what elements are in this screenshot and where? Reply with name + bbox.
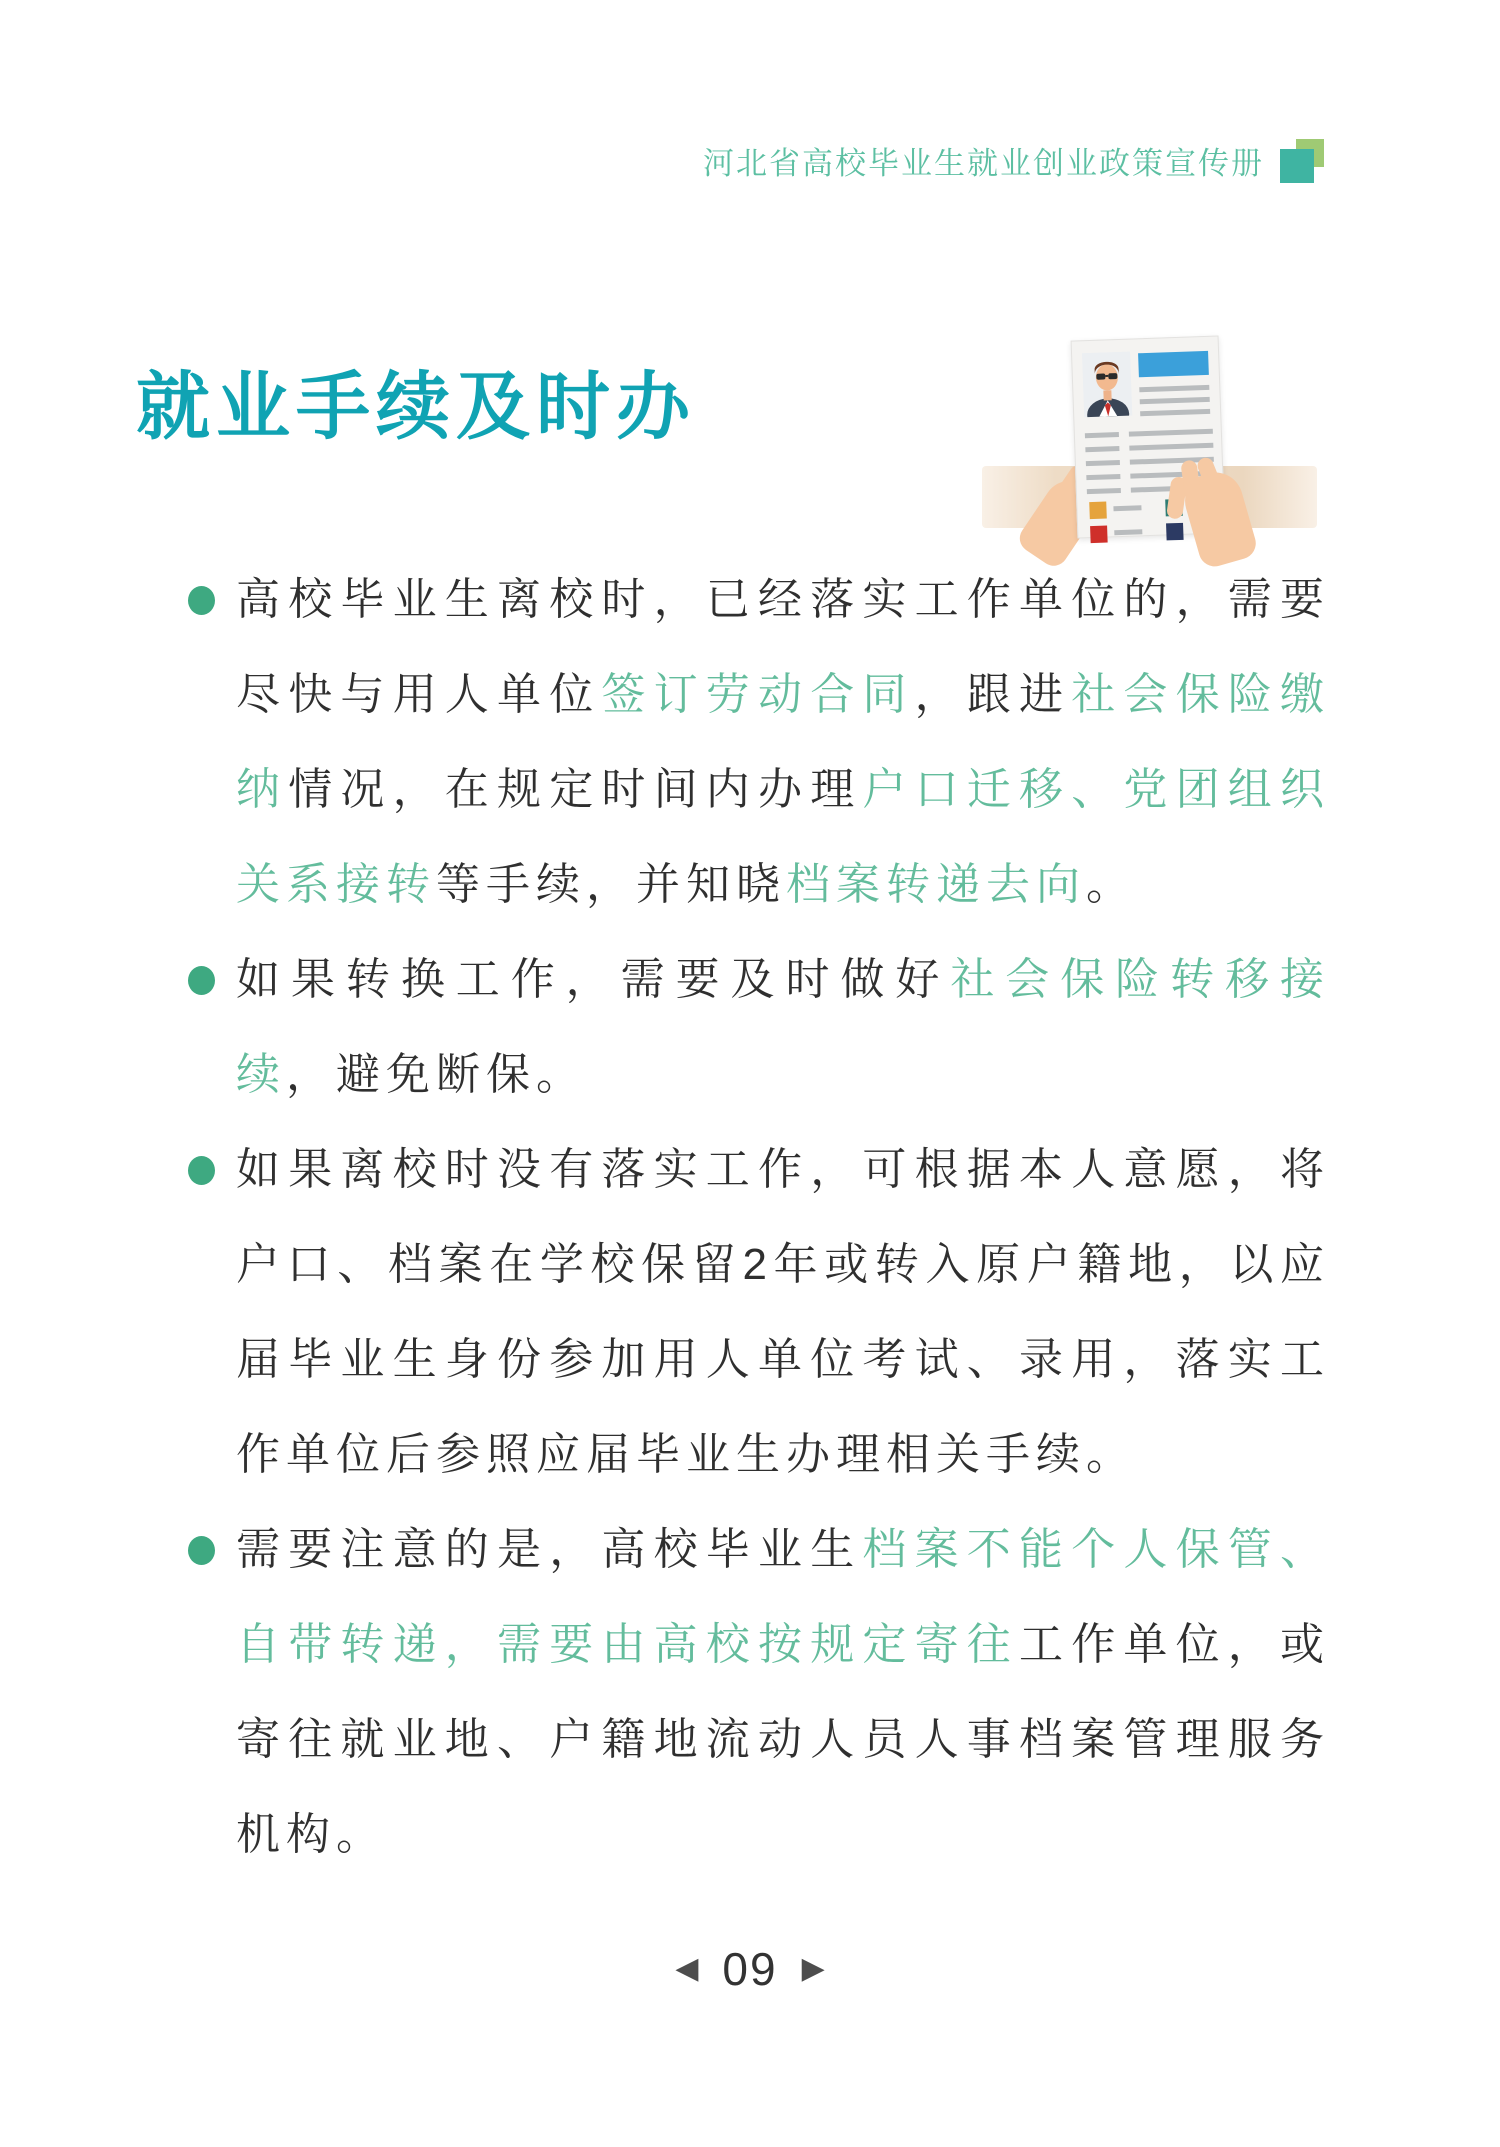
bullet-dot-icon [188,1536,215,1565]
text-segment-normal: 需要注意的是，高校毕业生 [236,1525,863,1574]
text-segment-normal: 高校毕业生离校时，已经落实工作单位的，需要尽快与用人单位 [236,575,1330,719]
bullet-dot-icon [188,966,215,995]
text-segment-normal: ，跟进 [914,670,1072,719]
logo-square-front [1280,149,1314,183]
resume-text-line [1129,429,1213,437]
resume-text-line [1085,432,1119,438]
bullet-text [236,1525,1330,1859]
policy-bullet-item [192,1502,1330,1882]
text-segment-normal: ，避免断保。 [286,1050,586,1099]
bullet-text [236,1145,1330,1479]
resume-text-line [1113,505,1141,511]
resume-navy-square [1166,523,1184,541]
text-segment-normal: 。 [1086,860,1136,909]
page-footer [0,1942,1500,1996]
resume-text-line [1086,460,1120,466]
policy-bullet-item [192,552,1330,932]
bullet-dot-icon [188,1156,215,1185]
resume-text-line [1139,385,1209,392]
resume-text-line [1140,409,1210,416]
resume-text-line [1140,397,1210,404]
text-segment-normal: 等手续，并知晓 [436,860,786,909]
resume-text-line [1129,443,1213,451]
policy-bullet-item [192,1122,1330,1502]
page-title: 就业手续及时办 [136,364,696,448]
text-segment-green: 档案转递去向 [786,860,1086,909]
text-segment-normal: 情况，在规定时间内办理 [288,765,863,814]
text-segment-green: 户口迁移、党团组织关系接转 [236,765,1331,909]
resume-text-line [1114,529,1142,535]
resume-red-square [1090,525,1108,543]
text-segment-normal: 工作单位，或寄往就业地、户籍地流动人员人事档案管理服务机构。 [236,1620,1330,1859]
bullet-dot-icon [188,586,215,615]
booklet-logo-icon [1280,139,1324,183]
bullet-text [236,575,1330,909]
text-segment-normal: 如果离校时没有落实工作，可根据本人意愿，将户口、档案在学校保留2年或转入原户籍地，以应届毕业生身份参加用人单位考试、录用，落实工作单位后参照应届毕业生办理相关手续。 [236,1145,1330,1479]
resume-text-line [1085,446,1119,452]
policy-bullet-list [192,552,1330,1882]
bullet-text [236,955,1330,1099]
page-header [703,138,1324,183]
booklet-title: 河北省高校毕业生就业创业政策宣传册 [703,146,1264,181]
text-segment-green: 社会保险转移接续 [236,955,1331,1099]
resume-illustration [982,330,1317,538]
text-segment-green: 签订劳动合同 [601,670,915,719]
text-segment-green: 社会保险缴纳 [236,670,1331,814]
page-number: 09 [722,1943,778,1995]
resume-text-line [1087,488,1121,494]
businessman-portrait-icon [1082,352,1132,418]
resume-title-bar [1138,351,1209,377]
resume-text-line [1086,474,1120,480]
next-page-icon: ▶ [801,1952,825,1985]
policy-bullet-item [192,932,1330,1122]
portrait-photo-icon [1082,352,1132,418]
prev-page-icon: ◀ [675,1952,699,1985]
text-segment-normal: 如果转换工作，需要及时做好 [236,955,951,1004]
resume-orange-square [1089,501,1107,519]
text-segment-green: 档案不能个人保管、自带转递，需要由高校按规定寄往 [236,1525,1331,1669]
